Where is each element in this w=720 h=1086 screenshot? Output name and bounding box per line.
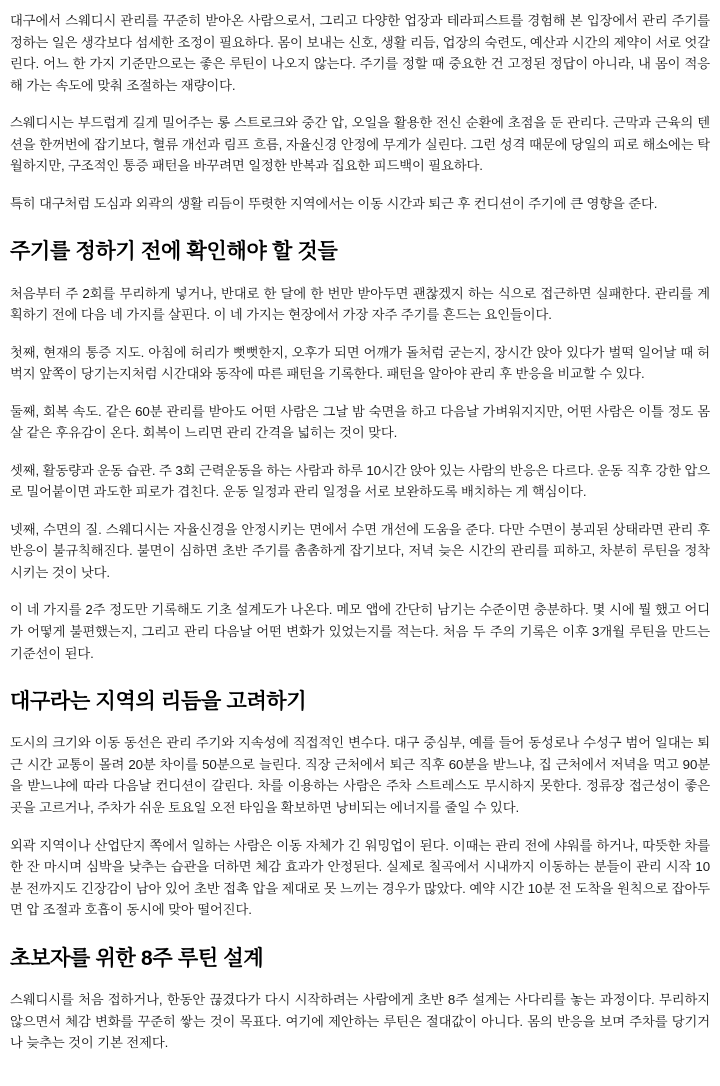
intro-paragraph-2: 스웨디시는 부드럽게 길게 밀어주는 롱 스트로크와 중간 압, 오일을 활용한 전신 순환에 초점을 둔 관리다. 근막과 근육의 텐션을 한꺼번에 잡기보다, 혈류 개선과 림프 흐름, 자율신경 안정에 무게가 실린다. 그런 성격 때문에 당일의 피로 해소에는 탁월하지만, 구조적인 통증 패턴을 바꾸려면 일정한 반복과 집요한 피드백이 필요하다. bbox=[10, 115, 710, 174]
cycle-paragraph-5: 넷째, 수면의 질. 스웨디시는 자율신경을 안정시키는 면에서 수면 개선에 도움을 준다. 다만 수면이 붕괴된 상태라면 관리 후 반응이 불규칙해진다. 불면이 심하면 초반 주기를 촘촘하게 잡기보다, 저녁 늦은 시간의 관리를 피하고, 차분히 루틴을 정착시키는 것이 낫다. bbox=[10, 521, 710, 580]
daegu-paragraph-2: 외곽 지역이나 산업단지 쪽에서 일하는 사람은 이동 자체가 긴 워밍업이 된다. 이때는 관리 전에 샤워를 하거나, 따뜻한 차를 한 잔 마시며 심박을 낮추는 습관을 더하면 체감 효과가 안정된다. 실제로 칠곡에서 시내까지 이동하는 분들이 관리 시작 10분 전까지도 긴장감이 남아 있어 초반 접촉 압을 제대로 못 느끼는 경우가 많았다. 예약 시간 10분 전 도착을 원칙으로 잡아두면 압 조절과 호흡이 동시에 맞아 떨어진다. bbox=[10, 837, 710, 918]
cycle-paragraph-3: 둘째, 회복 속도. 같은 60분 관리를 받아도 어떤 사람은 그날 밤 숙면을 하고 다음날 가벼워지지만, 어떤 사람은 이틀 정도 몸살 같은 후유감이 온다. 회복이 느리면 관리 간격을 넓히는 것이 맞다. bbox=[10, 403, 710, 441]
cycle-paragraph-6: 이 네 가지를 2주 정도만 기록해도 기초 설계도가 나온다. 메모 앱에 간단히 남기는 수준이면 충분하다. 몇 시에 뭘 했고 어디가 어떻게 불편했는지, 그리고 관리 다음날 어떤 변화가 있었는지를 적는다. 처음 두 주의 기록은 이후 3개월 루틴을 만드는 기준선이 된다. bbox=[10, 602, 710, 661]
beginner-paragraph-1: 스웨디시를 처음 접하거나, 한동안 끊겼다가 다시 시작하려는 사람에게 초반 8주 설계는 사다리를 놓는 과정이다. 무리하지 않으면서 체감 변화를 꾸준히 쌓는 것이 목표다. 여기에 제안하는 루틴은 절대값이 아니다. 몸의 반응을 보며 주차를 당기거나 늦추는 것이 기본 전제다. bbox=[10, 991, 710, 1051]
heading-beginner-routine: 초보자를 위한 8주 루틴 설계 bbox=[10, 946, 264, 970]
daegu-paragraph-1: 도시의 크기와 이동 동선은 관리 주기와 지속성에 직접적인 변수다. 대구 중심부, 예를 들어 동성로나 수성구 범어 일대는 퇴근 시간 교통이 몰려 20분 차이를 50분으로 늘린다. 직장 근처에서 퇴근 직후 60분을 받느냐, 집 근처에서 저녁을 먹고 90분을 받느냐에 따라 다음날 컨디션이 갈린다. 차를 이용하는 사람은 주차 스트레스도 무시하지 못한다. 정류장 접근성이 좋은 곳을 고르거나, 주차가 쉬운 토요일 오전 타임을 확보하면 낭비되는 에너지를 줄일 수 있다. bbox=[10, 735, 710, 815]
intro-paragraph-3: 특히 대구처럼 도심과 외곽의 생활 리듬이 뚜렷한 지역에서는 이동 시간과 퇴근 후 컨디션이 주기에 큰 영향을 준다. bbox=[10, 195, 658, 211]
cycle-paragraph-2: 첫째, 현재의 통증 지도. 아침에 허리가 뻣뻣한지, 오후가 되면 어깨가 돌처럼 굳는지, 장시간 앉아 있다가 벌떡 일어날 때 허벅지 앞쪽이 당기는지처럼 시간대와 동작에 따른 패턴을 기록한다. 패턴을 알아야 관리 후 반응을 비교할 수 있다. bbox=[10, 344, 710, 382]
heading-before-cycle: 주기를 정하기 전에 확인해야 할 것들 bbox=[10, 240, 338, 264]
intro-paragraph-1: 대구에서 스웨디시 관리를 꾸준히 받아온 사람으로서, 그리고 다양한 업장과 테라피스트를 경험해 본 입장에서 관리 주기를 정하는 일은 생각보다 섬세한 조정이 필요하다. 몸이 보내는 신호, 생활 리듬, 업장의 숙련도, 예산과 시간의 제약이 서로 엇갈린다. 어느 한 가지 기준만으로는 좋은 루틴이 나오지 않는다. 주기를 정할 때 중요한 건 고정된 정답이 아니라, 내 몸이 적응해 가는 속도에 맞춰 조절하는 재량이다. bbox=[10, 13, 710, 93]
cycle-paragraph-4: 셋째, 활동량과 운동 습관. 주 3회 근력운동을 하는 사람과 하루 10시간 앉아 있는 사람의 반응은 다르다. 운동 직후 강한 압으로 밀어붙이면 과도한 피로가 겹친다. 운동 일정과 관리 일정을 서로 보완하도록 배치하는 게 핵심이다. bbox=[10, 462, 710, 500]
cycle-paragraph-1: 처음부터 주 2회를 무리하게 넣거나, 반대로 한 달에 한 번만 받아두면 괜찮겠지 하는 식으로 접근하면 실패한다. 관리를 계획하기 전에 다음 네 가지를 살핀다. 이 네 가지는 현장에서 가장 자주 주기를 흔드는 요인들이다. bbox=[10, 285, 710, 323]
heading-daegu-rhythm: 대구라는 지역의 리듬을 고려하기 bbox=[10, 690, 307, 714]
document-content bbox=[10, 10, 710, 1054]
